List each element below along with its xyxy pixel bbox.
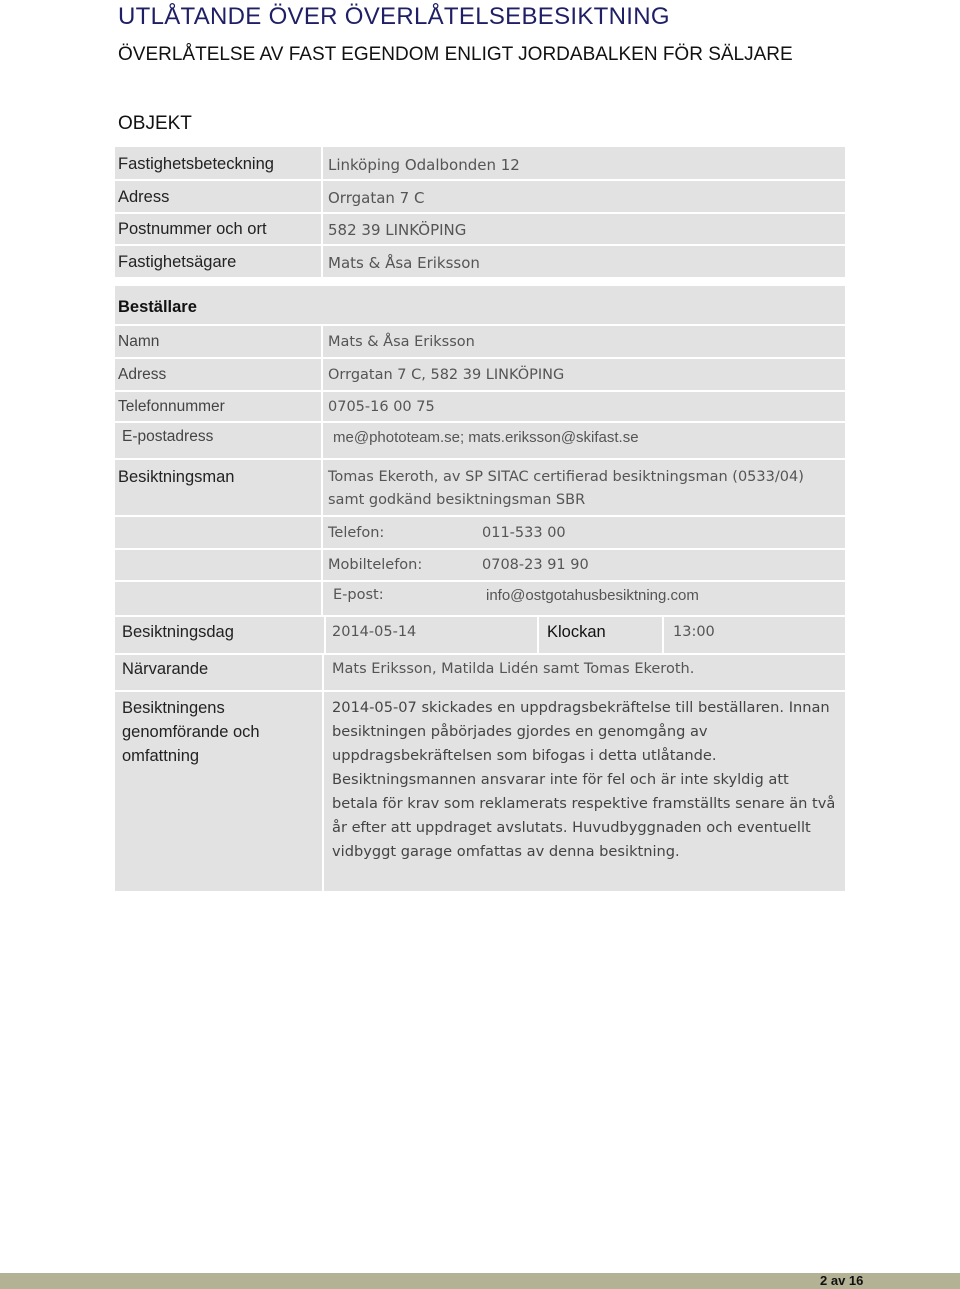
omfattning-text-line: betala för krav som reklamerats respektive framställts senare än två	[332, 795, 836, 812]
omfattning-text-line: år efter att uppdraget avslutats. Huvudbyggnaden och eventuellt	[332, 819, 811, 836]
objekt-label: Fastighetsbeteckning	[118, 155, 274, 173]
narvarande-label: Närvarande	[122, 660, 209, 678]
omfattning-text-line: 2014-05-07 skickades en uppdragsbekräftelse till beställaren. Innan	[332, 699, 830, 716]
objekt-value: Linköping Odalbonden 12	[328, 156, 520, 174]
contact-email-value: info@ostgotahusbesiktning.com	[486, 587, 699, 604]
bestallare-value: Mats & Åsa Eriksson	[328, 334, 475, 350]
klockan-label: Klockan	[547, 623, 606, 641]
bestallare-label: Telefonnummer	[118, 398, 225, 415]
bestallare-label: Namn	[118, 333, 160, 350]
omfattning-text-line: vidbyggt garage omfattas av denna besiktning.	[332, 843, 680, 860]
besiktningsman-line2: samt godkänd besiktningsman SBR	[328, 492, 586, 508]
omfattning-text	[332, 696, 837, 864]
omfattning-label	[122, 696, 260, 768]
bestallare-value: Orrgatan 7 C, 582 39 LINKÖPING	[328, 367, 565, 383]
document-subtitle: ÖVERLÅTELSE AV FAST EGENDOM ENLIGT JORDABALKEN FÖR SÄLJARE	[118, 44, 793, 65]
contact-value: 011-533 00	[482, 525, 566, 541]
besiktningsdag-label: Besiktningsdag	[122, 623, 234, 641]
besiktningsdag-date: 2014-05-14	[332, 624, 417, 640]
narvarande-value: Mats Eriksson, Matilda Lidén samt Tomas Ekeroth.	[332, 661, 695, 677]
bestallare-label: E-postadress	[122, 428, 214, 445]
document-title: UTLÅTANDE ÖVER ÖVERLÅTELSEBESIKTNING	[118, 3, 670, 30]
objekt-value: 582 39 LINKÖPING	[328, 221, 467, 239]
page-number: 2 av 16	[820, 1273, 864, 1288]
bestallare-value: 0705-16 00 75	[328, 399, 435, 415]
omfattning-label-line: genomförande och	[122, 723, 260, 741]
section-heading-objekt: OBJEKT	[118, 113, 192, 134]
omfattning-label-line: omfattning	[122, 747, 200, 765]
footer-bar	[0, 1273, 960, 1289]
contact-label: E-post:	[333, 587, 384, 603]
contact-value: 0708-23 91 90	[482, 557, 589, 573]
omfattning-text-line: Besiktningsmannen ansvarar inte för fel och är inte skyldig att	[332, 771, 789, 788]
contact-label: Mobiltelefon:	[328, 557, 423, 573]
objekt-value: Orrgatan 7 C	[328, 189, 425, 207]
omfattning-text-line: besiktningen påbörjades gjordes en genomgång av	[332, 723, 708, 740]
bestallare-label: Adress	[118, 366, 167, 383]
objekt-table	[115, 147, 845, 277]
info-table	[115, 286, 845, 891]
besiktningsdag-time: 13:00	[673, 624, 715, 640]
contact-label: Telefon:	[328, 525, 385, 541]
email-value: me@phototeam.se; mats.eriksson@skifast.se	[333, 429, 639, 446]
objekt-label: Adress	[118, 188, 170, 206]
besiktningsman-label: Besiktningsman	[118, 468, 235, 486]
bestallare-heading: Beställare	[118, 298, 197, 316]
objekt-label: Fastighetsägare	[118, 253, 237, 271]
objekt-value: Mats & Åsa Eriksson	[328, 254, 480, 272]
omfattning-text-line: uppdragsbekräftelsen som bifogas i detta utlåtande.	[332, 747, 717, 764]
besiktningsman-line1: Tomas Ekeroth, av SP SITAC certifierad besiktningsman (0533/04)	[328, 469, 804, 485]
objekt-label: Postnummer och ort	[118, 220, 267, 238]
omfattning-label-line: Besiktningens	[122, 699, 225, 717]
